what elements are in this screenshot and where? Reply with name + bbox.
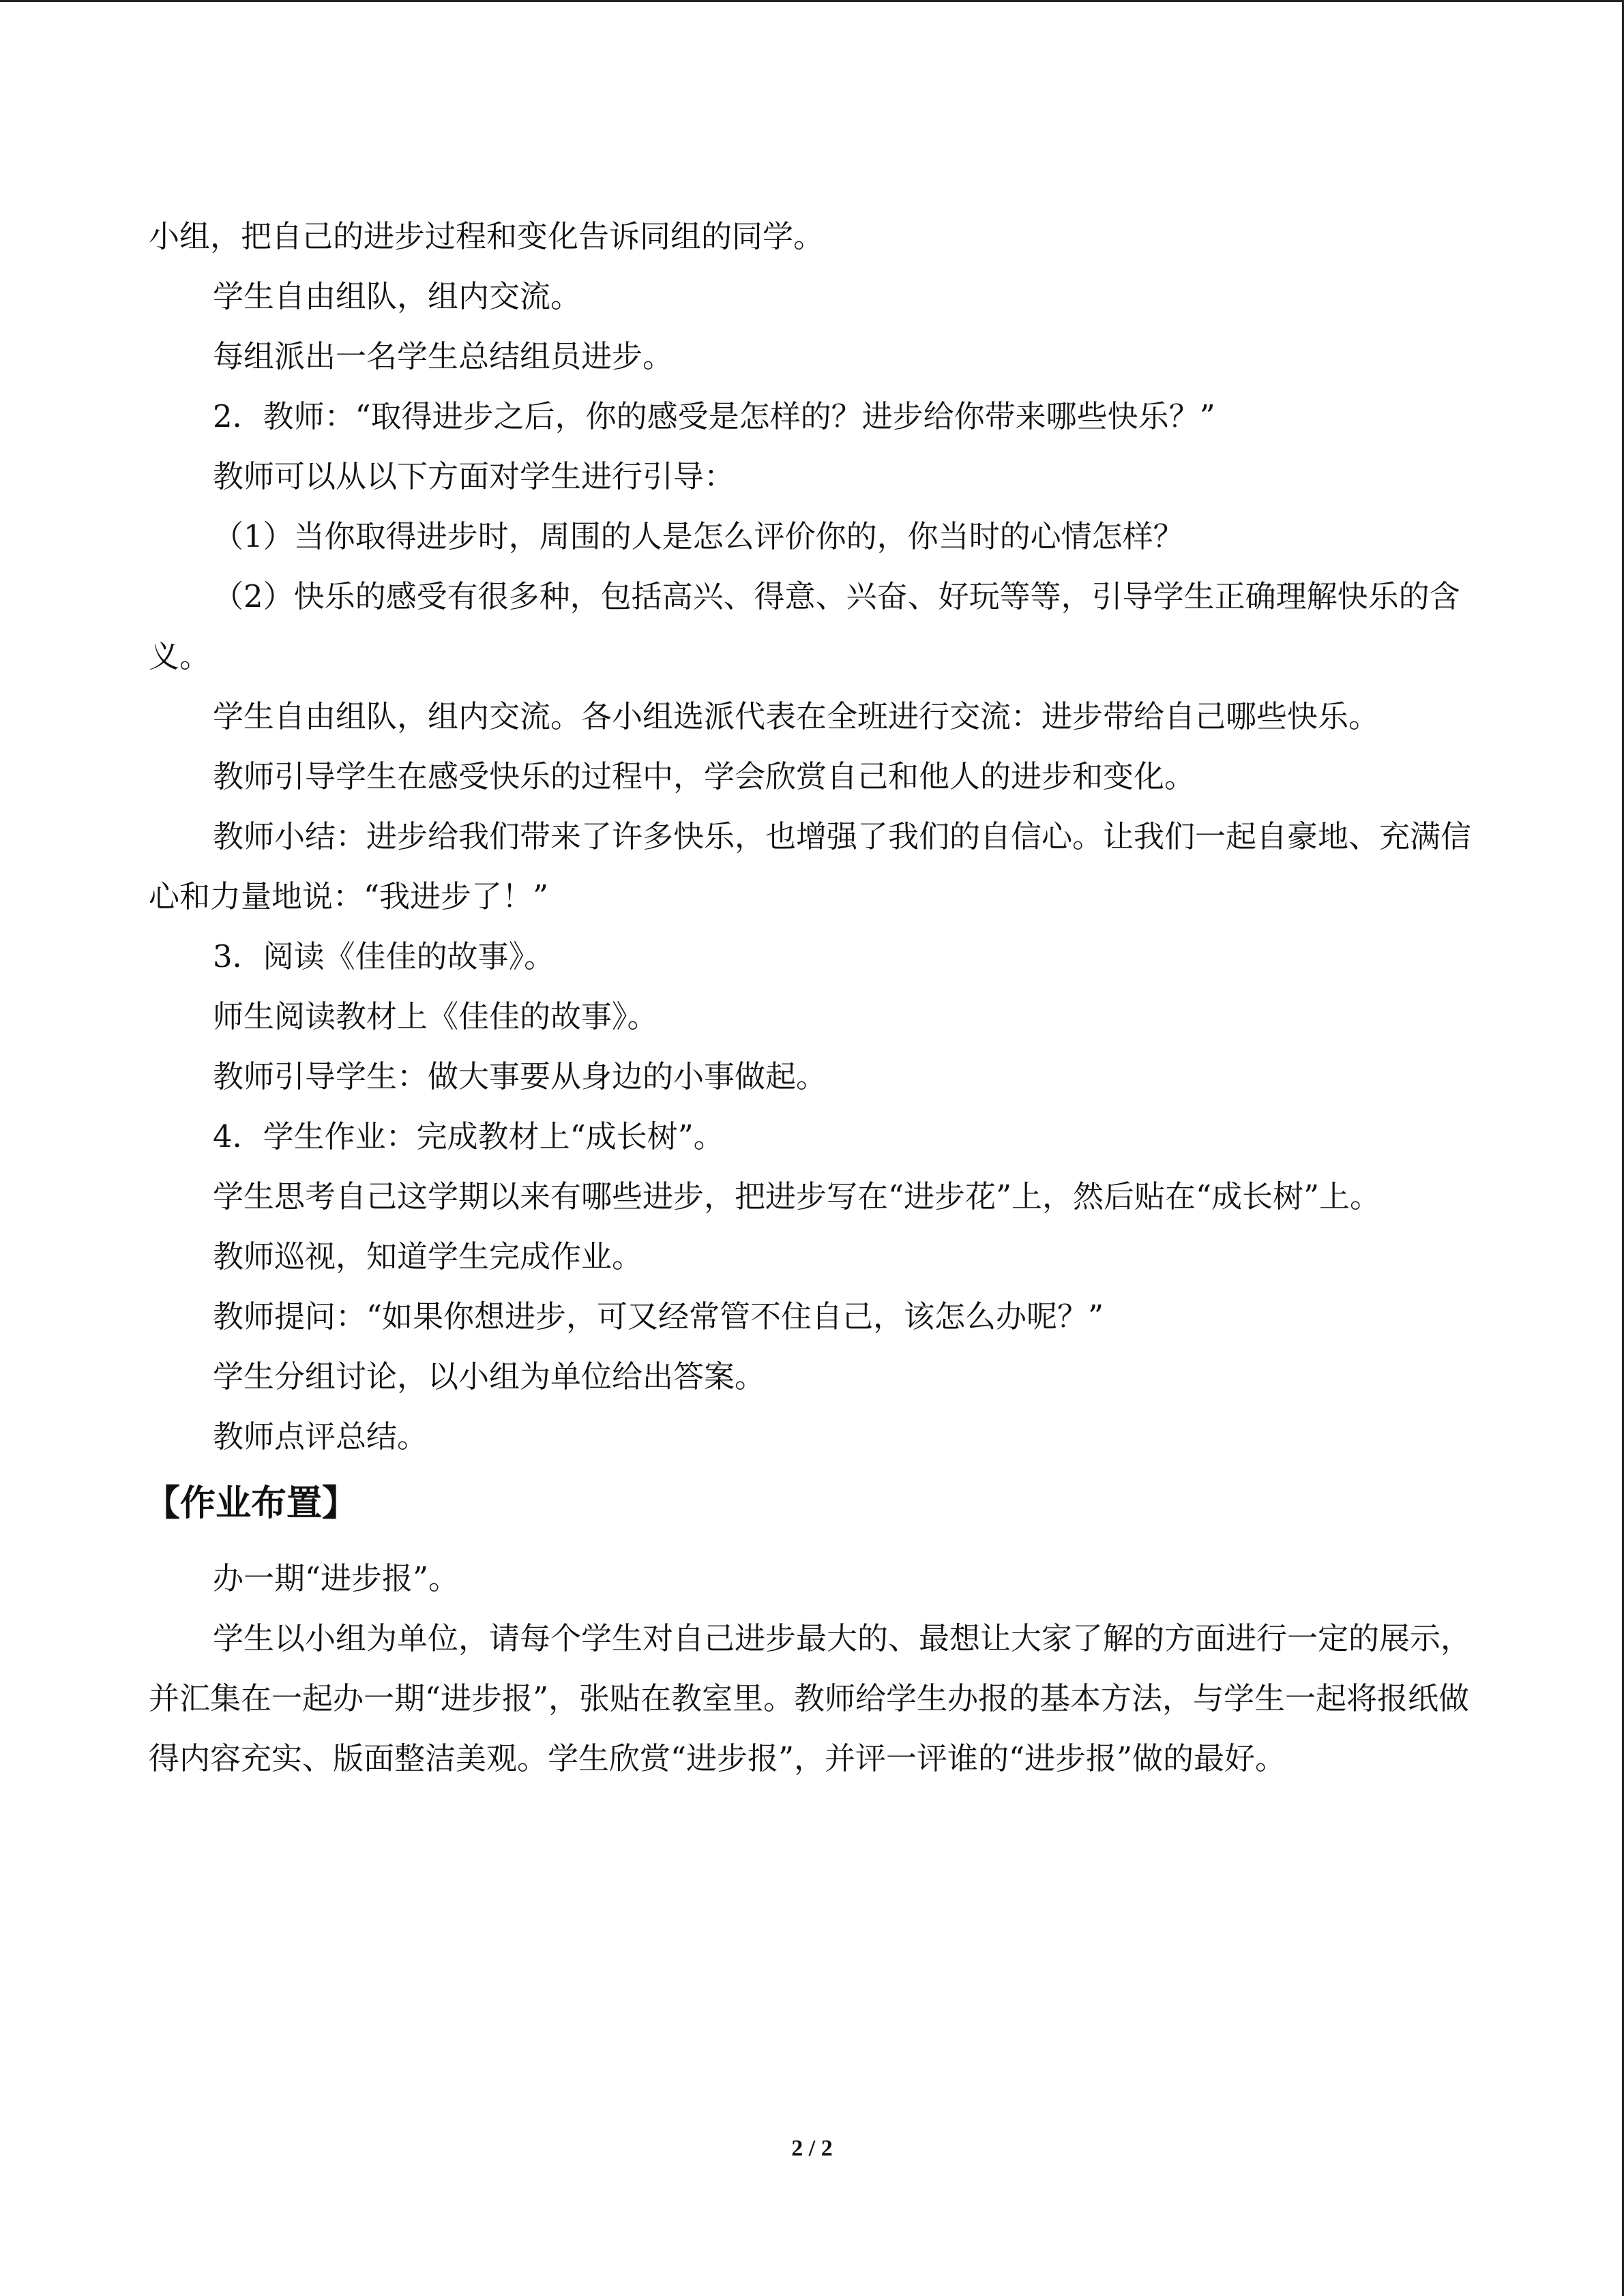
paragraph: 教师点评总结。 bbox=[213, 1418, 428, 1455]
paragraph: 每组派出一名学生总结组员进步。 bbox=[213, 338, 674, 374]
homework-paragraph: 学生以小组为单位，请每个学生对自己进步最大的、最想让大家了解的方面进行一定的展示，并汇集在一起办一期“进步报”，张贴在教室里。教师给学生办报的基本方法，与学生一起将报纸做得内容充实、版面整洁美观。学生欣赏“进步报”，并评一评谁的“进步报”做的最好。 bbox=[149, 1620, 1472, 1776]
paragraph: 教师提问：“如果你想进步，可又经常管不住自己，该怎么办呢？” bbox=[213, 1298, 1104, 1335]
document-body bbox=[145, 207, 1479, 1789]
paragraph: 学生自由组队，组内交流。各小组选派代表在全班进行交流：进步带给自己哪些快乐。 bbox=[213, 698, 1380, 734]
page-number: 2 / 2 bbox=[791, 2136, 833, 2161]
paragraph: 教师引导学生在感受快乐的过程中，学会欣赏自己和他人的进步和变化。 bbox=[213, 758, 1196, 794]
paragraph: 教师引导学生：做大事要从身边的小事做起。 bbox=[213, 1058, 827, 1094]
paragraph: 2．教师：“取得进步之后，你的感受是怎样的？进步给你带来哪些快乐？” bbox=[213, 398, 1215, 434]
paragraph: 教师巡视，知道学生完成作业。 bbox=[213, 1238, 643, 1274]
paragraph: 3．阅读《佳佳的故事》。 bbox=[213, 938, 555, 974]
homework-paragraph: 办一期“进步报”。 bbox=[213, 1560, 460, 1596]
paragraph: 师生阅读教材上《佳佳的故事》。 bbox=[213, 998, 658, 1034]
paragraph: 小组，把自己的进步过程和变化告诉同组的同学。 bbox=[149, 218, 825, 254]
paragraph: （2）快乐的感受有很多种，包括高兴、得意、兴奋、好玩等等，引导学生正确理解快乐的含义。 bbox=[149, 578, 1460, 674]
section-heading: 【作业布置】 bbox=[145, 1483, 358, 1524]
paragraph: 教师小结：进步给我们带来了许多快乐，也增强了我们的自信心。让我们一起自豪地、充满信心和力量地说：“我进步了！” bbox=[149, 818, 1472, 914]
paragraph: 学生思考自己这学期以来有哪些进步，把进步写在“进步花”上，然后贴在“成长树”上。 bbox=[213, 1178, 1381, 1214]
paragraph: （1）当你取得进步时，周围的人是怎么评价你的，你当时的心情怎样？ bbox=[213, 518, 1184, 554]
paragraph: 学生自由组队，组内交流。 bbox=[213, 278, 582, 314]
paragraph: 教师可以从以下方面对学生进行引导： bbox=[213, 458, 735, 494]
paragraph: 4．学生作业：完成教材上“成长树”。 bbox=[213, 1118, 724, 1154]
paragraph: 学生分组讨论，以小组为单位给出答案。 bbox=[213, 1358, 766, 1395]
